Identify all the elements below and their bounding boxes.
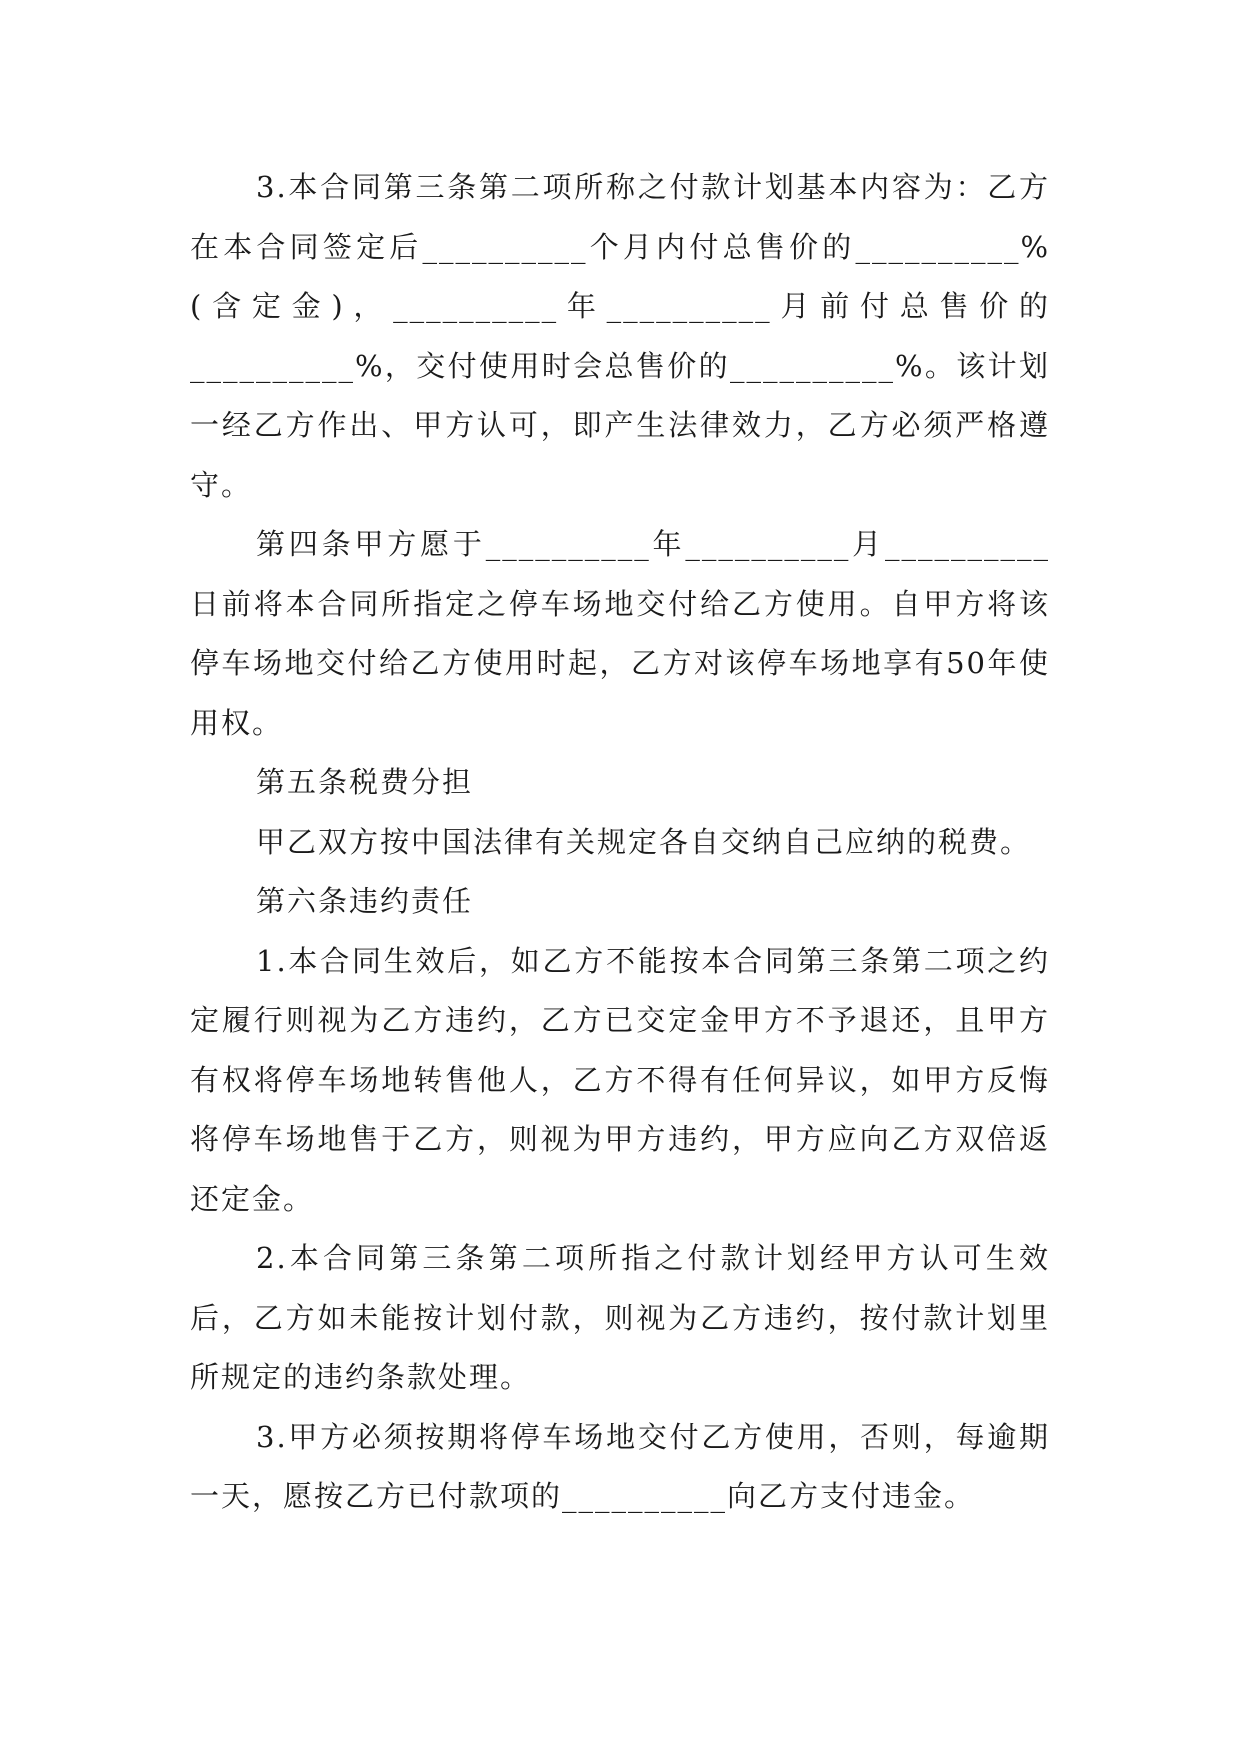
- article-six-heading: 第六条违约责任: [256, 884, 474, 918]
- article-five-heading: 第五条税费分担: [256, 765, 474, 799]
- article-four-paragraph: 第四条甲方愿于__________年__________月__________日前将本合同所指定之停车场地交付给乙方使用。自甲方将该停车场地交付给乙方使用时起，乙方对该停车场地享有50年使用权。: [190, 527, 1050, 740]
- article-five-paragraph: 甲乙双方按中国法律有关规定各自交纳自己应纳的税费。: [256, 824, 1032, 859]
- article-six-item-3: 3.甲方必须按期将停车场地交付乙方使用，否则，每逾期一天，愿按乙方已付款项的__________向乙方支付违金。: [190, 1419, 1050, 1513]
- payment-plan-clause: 3.本合同第三条第二项所称之付款计划基本内容为：乙方在本合同签定后__________个月内付总售价的__________%(含定金)，__________年__________月前付总售价的__________%，交付使用时会总售价的__________%。该计划一经乙方作出、甲方认可，即产生法律效力，乙方必须严格遵守。: [190, 170, 1050, 502]
- document-page: [190, 158, 1050, 1527]
- article-six-item-1: 1.本合同生效后，如乙方不能按本合同第三条第二项之约定履行则视为乙方违约，乙方已交定金甲方不予退还，且甲方有权将停车场地转售他人，乙方不得有任何异议，如甲方反悔将停车场地售于乙方，则视为甲方违约，甲方应向乙方双倍返还定金。: [190, 943, 1050, 1216]
- article-six-item-2: 2.本合同第三条第二项所指之付款计划经甲方认可生效后，乙方如未能按计划付款，则视为乙方违约，按付款计划里所规定的违约条款处理。: [190, 1241, 1050, 1394]
